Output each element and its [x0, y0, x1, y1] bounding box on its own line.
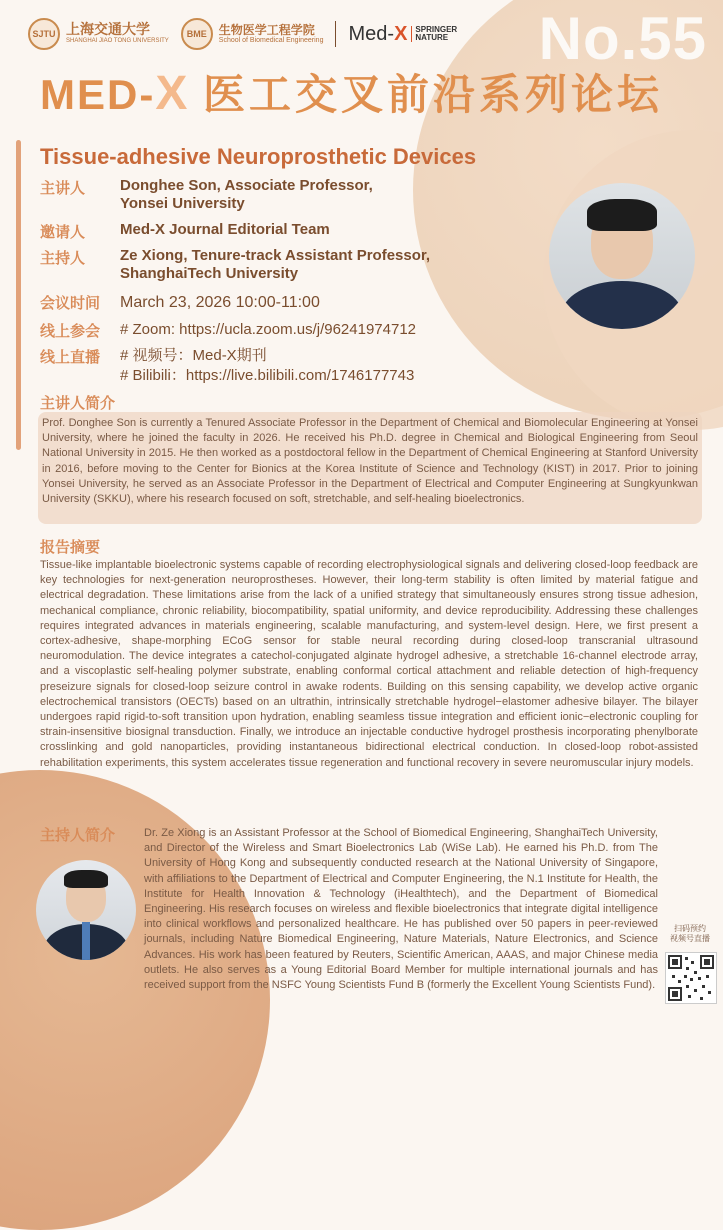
qr-code-icon[interactable] — [665, 952, 717, 1004]
medx-logo-text: Med- — [348, 22, 395, 45]
speaker-bio-heading: 主讲人简介 — [40, 395, 116, 412]
forum-title-x: X — [155, 67, 190, 120]
time-row — [40, 292, 320, 314]
accent-bar — [16, 140, 21, 450]
springer-text: SPRINGER — [415, 24, 458, 34]
live-label: 线上直播 — [40, 349, 101, 366]
host-photo — [36, 860, 136, 960]
medx-springer-logo — [348, 23, 457, 46]
qr-label-line1: 扫码预约 — [674, 924, 706, 933]
host-row — [40, 247, 430, 283]
inviter-name: Med-X Journal Editorial Team — [120, 221, 330, 238]
forum-title-cn: 医工交叉前沿系列论坛 — [203, 71, 664, 118]
zoom-link[interactable]: # Zoom: https://ucla.zoom.us/j/96241974712 — [120, 321, 417, 338]
speaker-bio-text: Prof. Donghee Son is currently a Tenured Associate Professor in the Department of Chemical and Biomolecular Engineering at Yonsei University, where he joined the faculty in 2026. He received his Ph.D. degree in Chemical and Biological Engineering from Seoul National University in 2015. He then worked as a postdoctoral fellow in the Department of Chemical Engineering at Stanford University in 2016, before moving to the Center for Bionics at the Korea Institute of Science and Technology (KIST) in 2017. Prior to joining Yonsei University, he served as an Associate Professor in the Department of Electrical and Computer Engineering at Sungkyunkwan University (SKKU), where his research focused on soft, stretchable, and self-healing bioelectronics. — [42, 417, 698, 506]
qr-label — [667, 924, 713, 945]
speaker-label: 主讲人 — [40, 180, 86, 197]
medx-logo-x: X — [394, 22, 408, 45]
live-row — [40, 346, 414, 387]
sjtu-seal-icon: SJTU — [28, 18, 60, 50]
sjtu-logo — [28, 18, 169, 50]
sbe-logo — [181, 18, 324, 50]
header-logos — [28, 14, 457, 54]
nature-text: NATURE — [415, 33, 449, 42]
sbe-name-en: School of Biomedical Engineering — [218, 36, 324, 44]
sbe-seal-icon: BME — [181, 18, 213, 50]
sjtu-name-cn: 上海交通大学 — [66, 22, 150, 38]
qr-label-line2: 视频号直播 — [670, 934, 710, 944]
speaker-photo — [549, 183, 695, 329]
host-name: Ze Xiong, Tenure-track Assistant Professor, — [120, 247, 431, 264]
inviter-label: 邀请人 — [40, 224, 86, 241]
online-label: 线上参会 — [40, 323, 101, 340]
header-divider — [335, 21, 336, 47]
live-channel: # 视频号：Med-X期刊 — [120, 347, 267, 364]
speaker-row — [40, 177, 373, 213]
time-label: 会议时间 — [40, 295, 101, 312]
meeting-time: March 23, 2026 10:00-11:00 — [120, 294, 320, 311]
host-affiliation: ShanghaiTech University — [120, 265, 299, 282]
forum-title-prefix: MED- — [40, 71, 156, 118]
bilibili-link[interactable]: # Bilibili：https://live.bilibili.com/1746177743 — [120, 367, 415, 385]
host-bio-heading: 主持人简介 — [40, 827, 116, 844]
talk-title: Tissue-adhesive Neuroprosthetic Devices — [40, 144, 477, 169]
inviter-row — [40, 221, 330, 242]
issue-number: No.55 — [538, 5, 707, 72]
host-bio-text: Dr. Ze Xiong is an Assistant Professor at the School of Biomedical Engineering, ShanghaiTech University, and Director of the Wireless and Smart Bioelectronics Lab (WiSe Lab). He earned his Ph.D. from The University of Hong Kong and subsequently conducted research at the National University of Singapore, with affiliations to the Department of Electrical and Computer Engineering, the N.1 Institute for Health, the Institute for Health Innovation & Technology (iHealthtech), and the Department of Biomedical Engineering. His research focuses on wireless and flexible bioelectronics that integrate digital intelligence into clinical workflows and personalized healthcare. He has published over 50 papers in peer-reviewed journals, including Nature Biomedical Engineering, Nature Materials, Nature Electronics, and Science Advances. His work has been featured by Reuters, Scientific American, AAAS, and major Chinese media outlets. He also serves as a Young Editorial Board Member for multiple international journals and has received support from the NSFC Young Scientists Fund B (formerly the Excellent Young Scientists Fund). — [144, 827, 658, 992]
speaker-name: Donghee Son, Associate Professor, — [120, 177, 373, 194]
host-label: 主持人 — [40, 250, 86, 267]
speaker-affiliation: Yonsei University — [120, 195, 245, 212]
abstract-heading: 报告摘要 — [40, 539, 101, 556]
sjtu-name-en: SHANGHAI JIAO TONG UNIVERSITY — [66, 38, 169, 45]
abstract-text: Tissue-like implantable bioelectronic systems capable of recording electrophysiological signals and delivering closed-loop feedback are key technologies for next-generation neuroprostheses. However, their long-term stability is often limited by material fatigue and electrical degradation. These limitations arise from the lack of a unified strategy that simultaneously ensures strong tissue adhesion, mechanical compliance, chronic reliability, biocompatibility, spatial uniformity, and device reproducibility. Addressing these challenges requires integrated advances in materials engineering, scalable manufacturing, and system-level design. Here, we first present a cortex-adhesive, shape-morphing ECoG sensor for stable neural recording during closed-loop transcranial ultrasound neuromodulation. The device integrates a catechol-conjugated alginate hydrogel adhesive, a stretchable 16-channel electrode array, and a viscoplastic self-healing polymer substrate, enabling conformal cortical attachment and reliable detection of high-frequency preseizure signals for closed-loop seizure control in awake rodents. Building on this sensing capability, we develop active organic electrochemical transistors (OECTs) based on an ultrathin, intrinsically stretchable hydrogel−elastomer adhesive bilayer. The bilayer undergoes rapid rigid-to-soft transition upon hydration, enabling seamless tissue integration and efficient ionic−electronic coupling for strain-insensitive biosignal transduction. Finally, we introduce an injectable conductive hydrogel prosthesis incorporating phenylborate crosslinking and gold nanoparticles, providing instantaneous bidirectional electrical conduction. In closed-loop robot-assisted rehabilitation experiments, this system accelerates tissue regeneration and functional recovery in severe neuromuscular injury models. — [40, 559, 698, 769]
online-row — [40, 320, 416, 341]
forum-title — [40, 62, 663, 122]
sbe-name-cn: 生物医学工程学院 — [218, 22, 315, 37]
